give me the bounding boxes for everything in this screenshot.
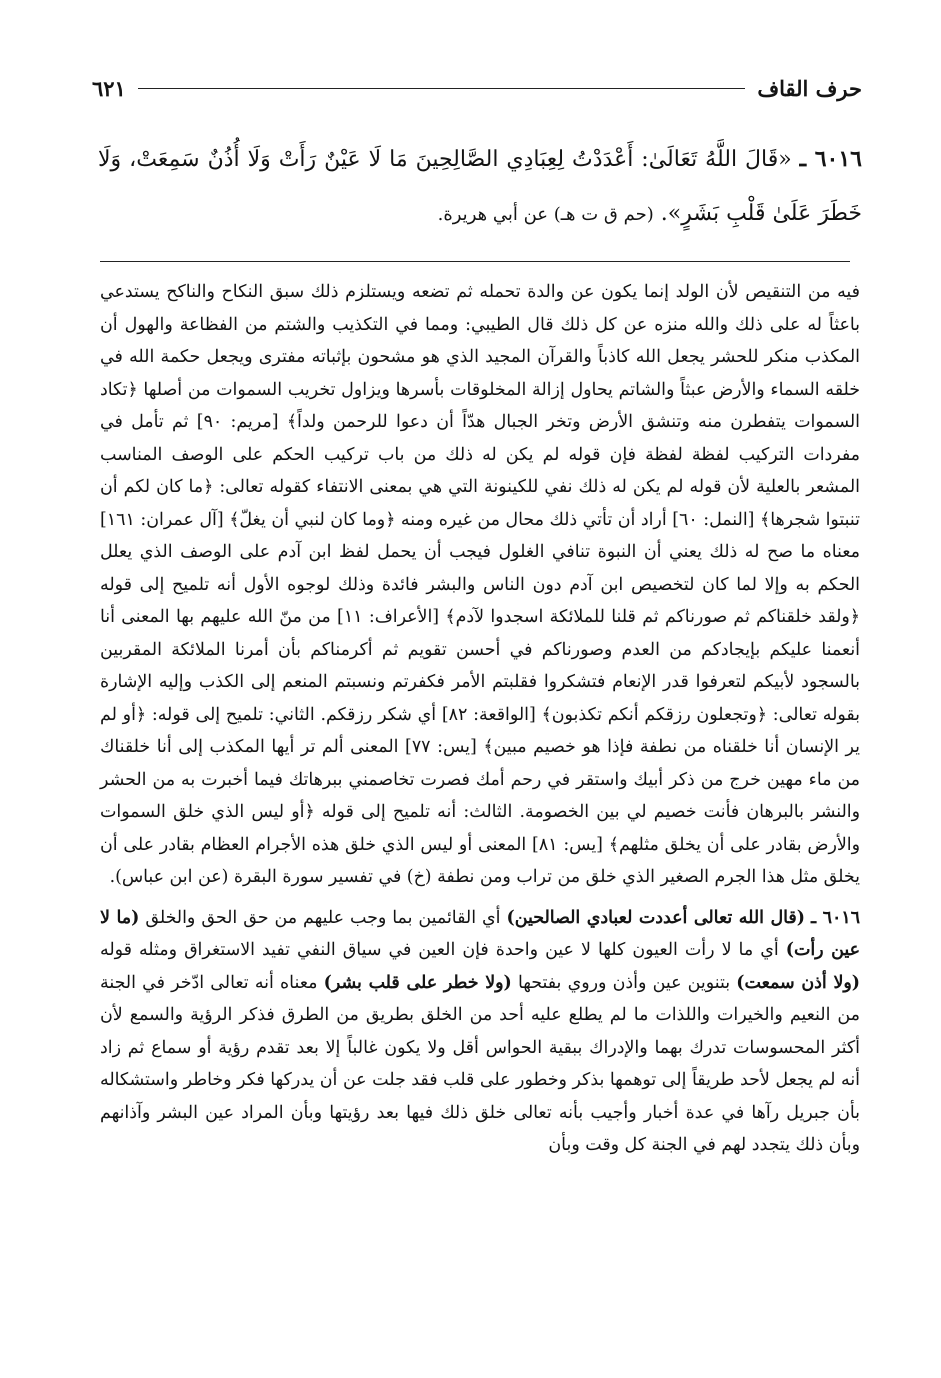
commentary-block [100,276,860,1162]
commentary-lemma: (ما لا عين رأت) [100,907,861,960]
page-number: ٦٢١ [92,75,126,101]
commentary-lemma: (ولا أذن سمعت) [736,972,860,993]
commentary-number: ٦٠١٦ ـ [810,907,860,928]
commentary-text: بتنوين عين وأذن وروي بفتحها [517,972,731,993]
header-rule [138,88,745,89]
footnote-separator [100,261,850,262]
commentary-lemma: (ولا خطر على قلب بشر) [323,972,512,993]
page-header [92,68,862,108]
commentary-text: معناه أنه تعالى ادّخر في الجنة من النعيم والخيرات واللذات ما لم يطلع عليه أحد من الخلق بطريق من الطرق فذكر الرؤية والسمع لأن أكثر المحسوسات تدرك بهما والإدراك ببقية الحواس أقل ولا يكون غالباً إلا بعد تقدم رؤية أو سماع ثم زاد أنه لم يجعل لأحد طريقاً إلى توهمها بذكر وخطور على قلب فقد جلت عن أن يدركها فكر وخاطر واستشكاله بأن جبريل رآها في عدة أخبار وأجيب بأنه تعالى خلق ذلك فيها بعد رؤيتها وبأن المراد عين البشر وآذانهم وبأن ذلك يتجدد لهم في الجنة كل وقت وبأن [100,972,860,1155]
commentary-text: أي ما لا رأت العيون كلها لا عين واحدة فإن العين في سياق النفي تفيد الاستغراق ومثله قوله [100,940,779,960]
chapter-title: حرف القاف [757,75,862,101]
commentary-paragraph: فيه من التنقيص لأن الولد إنما يكون عن والدة تحمله ثم تضعه ويستلزم ذلك سبق النكاح والناكح يستدعي باعثاً له على ذلك والله منزه عن كل ذلك قال الطيبي: ومما في التكذيب والشتم من الفظاعة والهول أن المكذب منكر للحشر يجعل الله كاذباً والقرآن المجيد الذي هو مشحون بإثباته مفترى ويجعل حكمة الله في خلقه السماء والأرض عبثاً والشاتم يحاول إزالة المخلوقات بأسرها ويزاول تخريب السموات من أصلها ﴿تكاد السموات يتفطرن منه وتنشق الأرض وتخر الجبال هدّاً أن دعوا للرحمن ولداً﴾ [مريم: ٩٠] ثم تأمل في مفردات التركيب لفظة لفظة فإن قوله لم يكن له ذلك من باب تركيب الحكم على الوصف المناسب المشعر بالعلية لأن قوله لم يكن له ذلك نفي للكينونة التي هي بمعنى الانتفاء كقوله تعالى: ﴿ما كان لكم أن تنبتوا شجرها﴾ [النمل: ٦٠] أراد أن تأتي ذلك محال من غيره ومنه ﴿وما كان لنبي أن يغلّ﴾ [آل عمران: ١٦١] معناه ما صح له ذلك يعني أن النبوة تنافي الغلول فيجب أن يحمل لفظ ابن آدم على الوصف الذي يعلل الحكم به وإلا لما كان لتخصيص ابن آدم دون الناس والبشر فائدة وذلك لوجوه الأول أنه تلميح إلى قوله ﴿ولقد خلقناكم ثم صورناكم ثم قلنا للملائكة اسجدوا لآدم﴾ [الأعراف: ١١] من منّ الله عليهم بها المعنى أنا أنعمنا عليكم بإيجادكم من العدم وصورناكم في أحسن تقويم ثم أكرمناكم بأن أمرنا الملائكة المقربين بالسجود لأبيكم لتعرفوا قدر الإنعام فتشكروا فقلبتم الأمر فكفرتم ونسبتم المنعم إلى الكذب وإليه الإشارة بقوله تعالى: ﴿وتجعلون رزقكم أنكم تكذبون﴾ [الواقعة: ٨٢] أي شكر رزقكم. الثاني: تلميح إلى قوله: ﴿أو لم ير الإنسان أنا خلقناه من نطفة فإذا هو خصيم مبين﴾ [يس: ٧٧] المعنى ألم تر أيها المكذب إلى أنا خلقناك من ماء مهين خرج من ذكر أبيك واستقر في رحم أمك فصرت تخاصمني ببرهاتك فيما أخبرت به من الحشر والنشر بالبرهان فأنت خصيم لي بين الخصومة. الثالث: أنه تلميح إلى قوله ﴿أو ليس الذي خلق السموات والأرض بقادر على أن يخلق مثلهم﴾ [يس: ٨١] المعنى أو ليس الذي خلق هذه الأجرام العظام بقادر على أن يخلق مثل هذا الجرم الصغير الذي خلق من تراب ومن نطفة (خ) في تفسير سورة البقرة (عن ابن عباس). [100,282,861,887]
hadith-matn: «قَالَ اللَّهُ تَعَالَىٰ: أَعْدَدْتُ لِعِبَادِي الصَّالِحِينَ مَا لَا عَيْنٌ رَأَتْ وَلَا أُذُنٌ سَمِعَتْ، وَلَا خَطَرَ عَلَىٰ قَلْبِ بَشَرٍ». [98,147,862,226]
hadith-source: (حم ق ت هـ) عن أبي هريرة. [437,204,654,225]
hadith-text-block [98,132,862,242]
commentary-paragraph-hadith-6016 [100,902,860,1162]
hadith-number: ٦٠١٦ ـ [799,146,862,172]
commentary-lemma: (قال الله تعالى أعددت لعبادي الصالحين) [506,907,805,928]
commentary-text: أي القائمين بما وجب عليهم من حق الحق والخلق [145,907,501,928]
